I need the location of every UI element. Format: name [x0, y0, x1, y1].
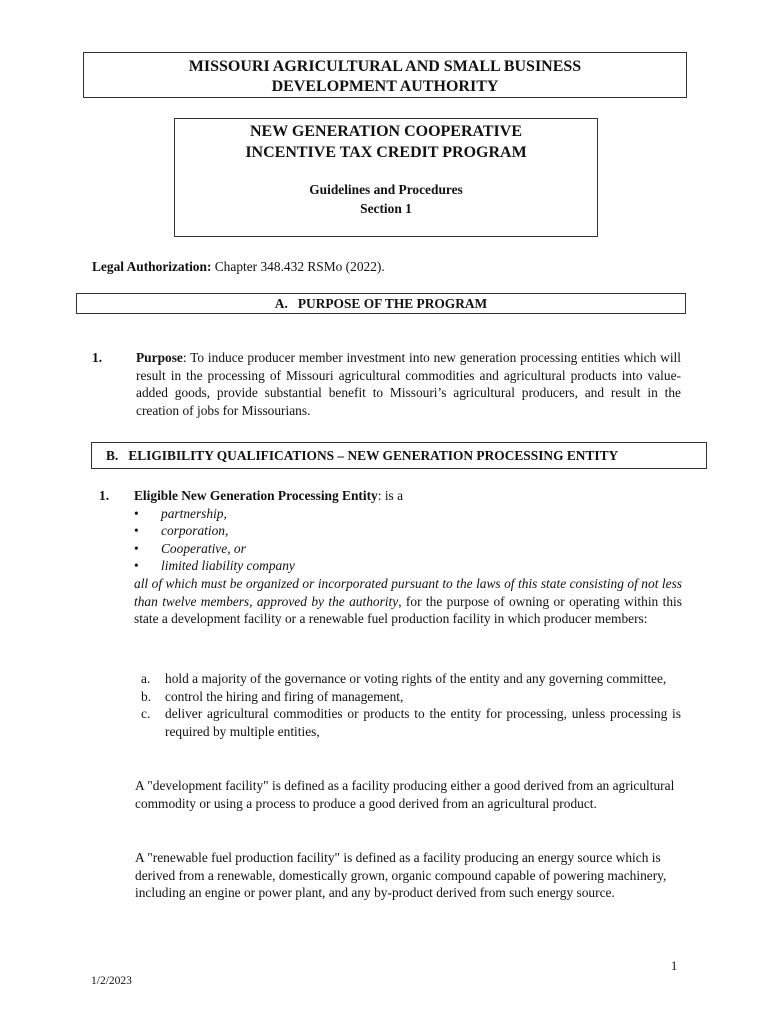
- bullet-icon: •: [134, 540, 139, 556]
- bullet-icon: •: [134, 523, 139, 539]
- program-title: [175, 121, 597, 163]
- eligible-entity-label: Eligible New Generation Processing Entity: [134, 488, 378, 503]
- purpose-text: : To induce producer member investment into new generation processing entities which will result in the processing of Missouri agricultural commodities and agricultural products into value-added goods, provide substantial benefit to Missouri’s agricultural producers, and result in the creation of jobs for Missourians.: [136, 350, 681, 418]
- header-title-line1: MISSOURI AGRICULTURAL AND SMALL BUSINESS: [188, 58, 582, 75]
- program-box: [174, 118, 598, 237]
- section-b-heading: B. ELIGIBILITY QUALIFICATIONS – NEW GENERATION PROCESSING ENTITY: [91, 442, 707, 469]
- bullet-icon: •: [134, 558, 139, 574]
- section-a-item-number: 1.: [92, 350, 103, 365]
- page-number: 1: [671, 959, 678, 973]
- producer-member-conditions: [135, 670, 681, 740]
- program-subtitle: [175, 180, 597, 218]
- legal-authorization: [92, 258, 385, 276]
- program-sub-line2: Section 1: [360, 201, 412, 216]
- list-item: • corporation,: [134, 523, 229, 539]
- bullet-icon: •: [134, 505, 139, 521]
- section-a-item: [136, 349, 681, 419]
- list-item: c. deliver agricultural commodities or products to the entity for processing, unless processing is required by multiple entities,: [141, 706, 681, 739]
- list-item: • Cooperative, or: [134, 540, 246, 556]
- list-item: a. hold a majority of the governance or voting rights of the entity and any governing committee,: [141, 671, 667, 686]
- footer-date: 1/2/2023: [91, 975, 132, 987]
- eligibility-italic-text: all of which must be organized or incorporated pursuant to the laws of this state consisting of not less than twelve members, approved by the authority: [134, 575, 682, 609]
- section-b-item: [134, 487, 682, 628]
- program-title-line1: NEW GENERATION COOPERATIVE: [249, 123, 523, 140]
- renewable-facility-definition: A "renewable fuel production facility" is defined as a facility producing an energy source which is derived from a renewable, domestically grown, organic compound capable of powering machinery, including an engine or power plant, and any by-product derived from such energy source.: [135, 850, 667, 901]
- purpose-label: Purpose: [136, 350, 183, 365]
- eligibility-rest-text: , for the purpose of owning or operating within this state a development facility or a renewable fuel production facility in which producer members:: [134, 593, 682, 627]
- header-title-line2: DEVELOPMENT AUTHORITY: [271, 78, 499, 95]
- legal-text: Chapter 348.432 RSMo (2022).: [211, 259, 385, 274]
- legal-label: Legal Authorization:: [92, 259, 212, 274]
- program-title-line2: INCENTIVE TAX CREDIT PROGRAM: [245, 144, 527, 161]
- section-a-heading: A. PURPOSE OF THE PROGRAM: [76, 293, 686, 314]
- eligibility-paragraph: [134, 575, 682, 628]
- eligible-entity-intro-text: : is a: [377, 488, 404, 503]
- document-header: [83, 52, 687, 98]
- list-item: • limited liability company: [134, 558, 295, 574]
- section-b-item-number: 1.: [99, 488, 110, 503]
- development-facility-definition: A "development facility" is defined as a facility producing either a good derived from an agricultural commodity or using a process to produce a good derived from an agricultural product.: [135, 778, 675, 811]
- program-sub-line1: Guidelines and Procedures: [309, 182, 463, 197]
- list-item: b. control the hiring and firing of management,: [141, 688, 404, 704]
- list-item: • partnership,: [134, 505, 227, 521]
- entity-type-list: [134, 505, 682, 575]
- eligible-entity-intro: [134, 487, 682, 505]
